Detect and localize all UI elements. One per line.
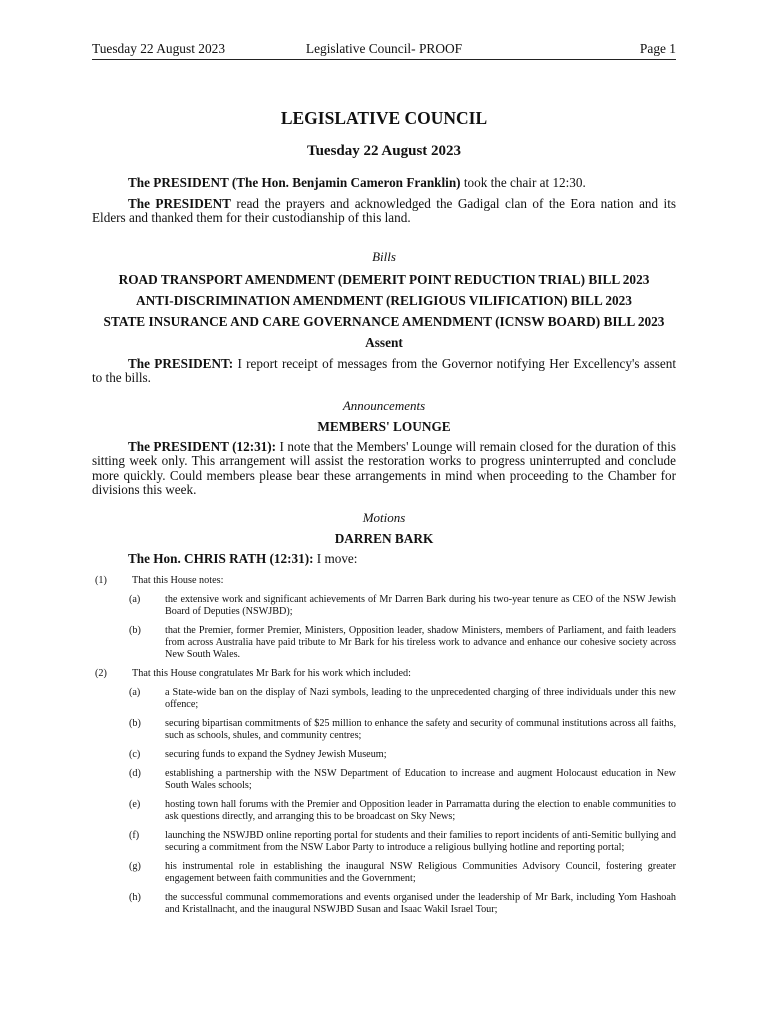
sub-item-number: (f) — [129, 830, 140, 841]
document-title: LEGISLATIVE COUNCIL — [280, 108, 488, 128]
sub-item-text: the extensive work and significant achievements of Mr Darren Bark during his two-year tenure as CEO of the NSW Jewish Board of Deputies (NSWJBD); — [165, 594, 676, 617]
sitting-date: Tuesday 22 August 2023 — [306, 143, 462, 159]
motion-heading: DARREN BARK — [334, 530, 434, 546]
bill-title-2: ANTI-DISCRIMINATION AMENDMENT (RELIGIOUS VILIFICATION) BILL 2023 — [136, 292, 632, 308]
sub-item — [55, 892, 676, 916]
sub-item-text: hosting town hall forums with the Premier and Opposition leader in Parramatta during the election to enable communities to ask questions directly, and arranging this to be broadcast on Sky News; — [165, 799, 676, 822]
sub-item-number: (a) — [129, 687, 141, 698]
sub-item — [55, 687, 676, 711]
sub-item — [55, 749, 676, 761]
announcements-label: Announcements — [342, 397, 426, 413]
motion-list — [92, 575, 676, 916]
header-date: Tuesday 22 August 2023 — [92, 41, 226, 56]
members-lounge-heading: MEMBERS' LOUNGE — [317, 418, 451, 434]
bill-title-3: STATE INSURANCE AND CARE GOVERNANCE AMENDMENT (ICNSW BOARD) BILL 2023 — [103, 313, 665, 329]
sub-item-number: (d) — [129, 768, 141, 779]
speaker-name: The PRESIDENT — [128, 195, 231, 211]
sub-item — [55, 718, 676, 742]
sub-item-number: (a) — [129, 594, 141, 605]
item-number: (2) — [95, 668, 107, 679]
motion-paragraph — [92, 552, 676, 567]
page-header — [92, 0, 676, 60]
sub-item-text: securing bipartisan commitments of $25 million to enhance the safety and security of communal institutions across all faiths, such as schools, shules, and community centres; — [165, 718, 676, 741]
header-chamber: Legislative Council- PROOF — [305, 41, 463, 56]
speaker-name: The PRESIDENT (12:31): — [128, 438, 277, 454]
announcement-paragraph — [92, 440, 676, 498]
assent-heading: Assent — [365, 334, 403, 350]
item-number: (1) — [95, 575, 107, 586]
sub-item-number: (b) — [129, 718, 141, 729]
sub-item — [55, 861, 676, 885]
bill-title-1: ROAD TRANSPORT AMENDMENT (DEMERIT POINT REDUCTION TRIAL) BILL 2023 — [118, 271, 650, 287]
sub-item — [55, 799, 676, 823]
bills-label: Bills — [372, 248, 396, 264]
paragraph-text: took the chair at 12:30. — [460, 175, 586, 190]
sub-item-text: launching the NSWJBD online reporting portal for students and their families to report incidents of anti-Semitic bullying and securing a commitment from the NSW Labor Party to introduce a religious bullying hotline and reporting portal; — [165, 830, 676, 853]
sub-item-text: his instrumental role in establishing the inaugural NSW Religious Communities Advisory Council, fostering greater engagement between faith communities and the Government; — [165, 861, 676, 884]
sub-item-text: a State-wide ban on the display of Nazi symbols, leading to the unprecedented charging of three individuals under this new offence; — [165, 687, 676, 710]
sub-item-text: that the Premier, former Premier, Ministers, Opposition leader, shadow Ministers, members of Parliament, and faith leaders from across Australia have paid tribute to Mr Bark for his tireless work to advance and enhance our cohesive society across New South Wales. — [165, 625, 676, 660]
opening-paragraph-2 — [92, 197, 676, 226]
sub-item — [55, 830, 676, 854]
paragraph-text: I move: — [313, 550, 358, 566]
sub-item-number: (e) — [129, 799, 141, 810]
sub-item-number: (c) — [129, 749, 141, 760]
speaker-name: The PRESIDENT (The Hon. Benjamin Cameron Franklin) — [128, 175, 461, 190]
paragraph-text: read the prayers and acknowledged the Gadigal clan of the Eora nation and its Elders and thanked them for their custodianship of this land. — [92, 195, 677, 225]
motions-label: Motions — [362, 509, 406, 525]
header-page-number: Page 1 — [639, 41, 676, 56]
list-item — [55, 575, 676, 587]
sub-item-number: (b) — [129, 625, 141, 636]
sub-item-text: establishing a partnership with the NSW Department of Education to increase and augment Holocaust education in New South Wales schools; — [165, 768, 676, 791]
sub-item — [55, 768, 676, 792]
sub-item-number: (g) — [129, 861, 141, 872]
paragraph-text: I report receipt of messages from the Governor notifying Her Excellency's assent to the bills. — [92, 355, 676, 385]
sub-item-number: (h) — [129, 892, 141, 903]
list-item — [55, 668, 676, 680]
sub-item — [55, 594, 676, 618]
item-text: That this House congratulates Mr Bark for his work which included: — [132, 668, 411, 679]
speaker-name: The PRESIDENT: — [128, 355, 234, 371]
item-text: That this House notes: — [132, 575, 224, 586]
sub-item-text: securing funds to expand the Sydney Jewish Museum; — [165, 749, 387, 760]
sub-item — [55, 625, 676, 661]
assent-paragraph — [92, 357, 676, 386]
paragraph-text: I note that the Members' Lounge will remain closed for the duration of this sitting week only. This arrangement will assist the restoration works to progress uninterrupted and conclude more quickly. Could members please bear these arrangements in mind when proceeding to the Chamber for divisions this week. — [92, 438, 676, 497]
opening-paragraph-1 — [92, 176, 676, 191]
speaker-name: The Hon. CHRIS RATH (12:31): — [128, 550, 314, 566]
sub-item-text: the successful communal commemorations and events organised under the leadership of Mr Bark, including Yom Hashoah and Kristallnacht, and the inaugural NSWJBD Susan and Isaac Wakil Israel Tour; — [165, 892, 676, 915]
